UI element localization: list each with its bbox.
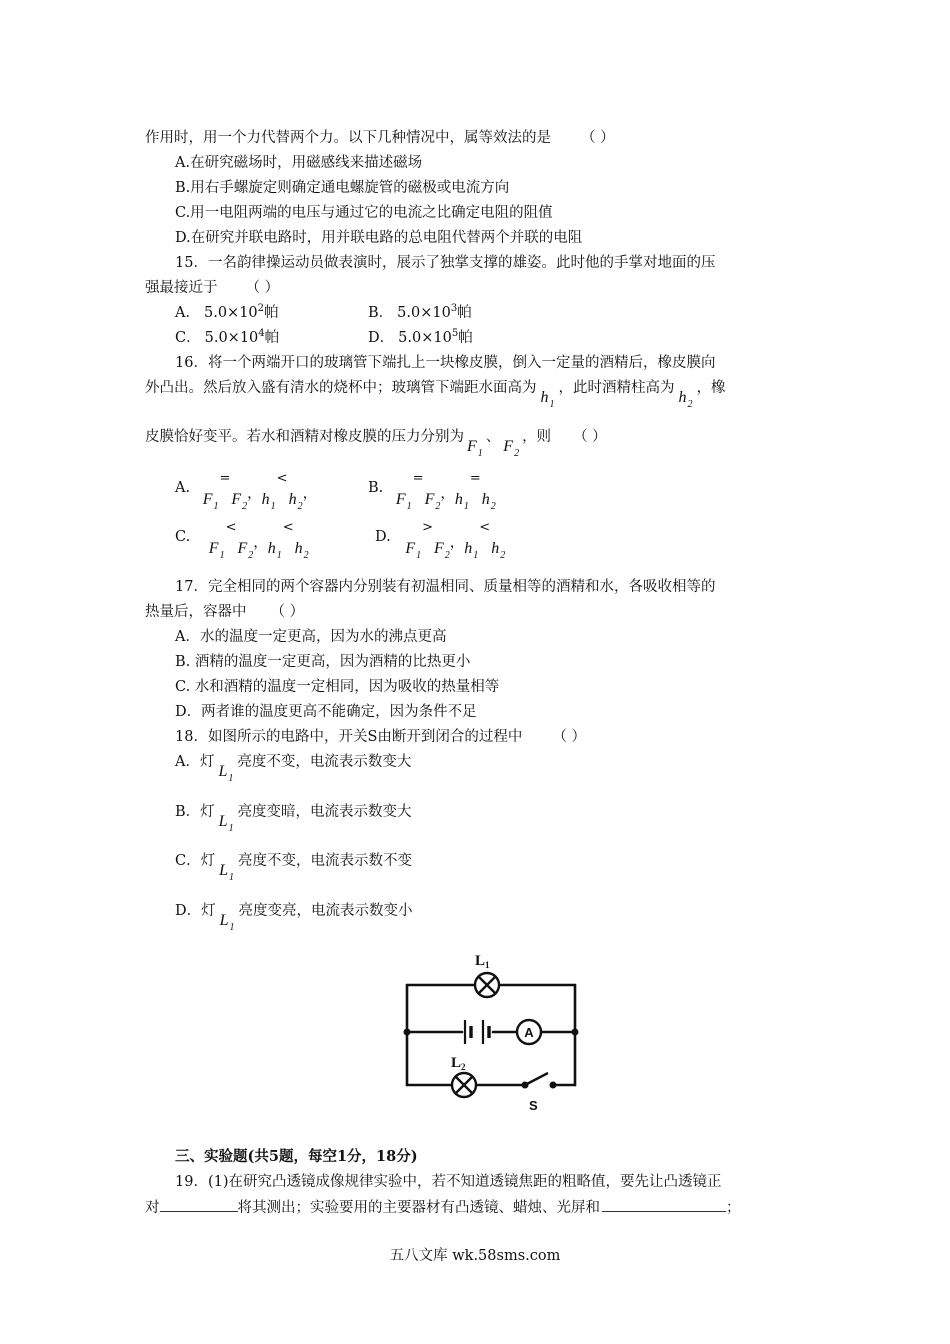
lamp-l2-icon <box>452 1073 476 1097</box>
q16-stem-2: 外凸出。然后放入盛有清水的烧杯中；玻璃管下端距水面高为$h_1$，此时酒精柱高为$h_2$，橡 <box>145 380 726 410</box>
q14-option-b: B.用右手螺旋定则确定通电螺旋管的磁极或电流方向 <box>175 180 510 196</box>
q16-stem-3: 皮膜恰好变平。若水和酒精对橡皮膜的压力分别为$F_1$、$F_2$，则 （ ） <box>145 429 607 459</box>
q16-stem: 16．将一个两端开口的玻璃管下端扎上一块橡皮膜，倒入一定量的酒精后，橡皮膜向 <box>175 355 716 371</box>
switch-icon <box>522 1073 556 1088</box>
q19-line-2: 对 将其测出；实验要用的主要器材有凸透镜、蜡烛、光屏和 ； <box>145 1197 741 1218</box>
q19-blank-2[interactable] <box>602 1197 726 1212</box>
q16-option-c: C. $F_1<F_2$，$h_1<h_2$ <box>175 520 309 561</box>
section-3-title: 三、实验题(共5题，每空1分，18分) <box>175 1148 418 1165</box>
page-footer: 五八文库 wk.58sms.com <box>389 1248 561 1264</box>
q19-blank-1[interactable] <box>160 1197 238 1212</box>
q17-stem: 17．完全相同的两个容器内分别装有初温相同、质量相等的酒精和水，各吸收相等的 <box>175 579 716 595</box>
q18-option-b: B．灯$L_1$亮度变暗，电流表示数变大 <box>175 804 412 834</box>
q17-option-a: A．水的温度一定更高，因为水的沸点更高 <box>175 629 447 645</box>
q17-stem-2: 热量后，容器中 （ ） <box>145 604 305 620</box>
q15-option-d: D． $5.0\times 10^5$帕 <box>368 328 473 346</box>
q18-option-c: C．灯$L_1$亮度不变，电流表示数不变 <box>175 853 413 883</box>
q14-intro: 作用时，用一个力代替两个力。以下几种情况中，属等效法的是 （ ） <box>145 130 615 146</box>
switch-label: S <box>529 1098 538 1113</box>
ammeter-label: A <box>524 1025 534 1040</box>
circuit-diagram <box>395 945 590 1115</box>
lamp-l1-label: $L_1$ <box>475 953 490 970</box>
q17-option-c: C. 水和酒精的温度一定相同，因为吸收的热量相等 <box>175 679 500 695</box>
battery-icon <box>465 1020 489 1044</box>
q15-option-b: B． $5.0\times 10^3$帕 <box>368 303 472 321</box>
lamp-l1-icon <box>475 973 499 997</box>
q19-line-1: 19．(1)在研究凸透镜成像规律实验中，若不知道透镜焦距的粗略值，要先让凸透镜正 <box>175 1174 722 1190</box>
q14-option-c: C.用一电阻两端的电压与通过它的电流之比确定电阻的阻值 <box>175 205 553 221</box>
q15-option-c: C． $5.0\times 10^4$帕 <box>175 328 280 346</box>
q17-option-d: D．两者谁的温度更高不能确定，因为条件不足 <box>175 704 477 720</box>
q16-option-a: A. $F_1=F_2$，$h_1<h_2$， <box>175 471 318 512</box>
q18-option-d: D．灯$L_1$亮度变亮，电流表示数变小 <box>175 903 413 933</box>
q17-option-b: B. 酒精的温度一定更高，因为酒精的比热更小 <box>175 654 471 670</box>
q15-stem: 15．一名韵律操运动员做表演时，展示了独掌支撑的雄姿。此时他的手掌对地面的压 <box>175 255 716 271</box>
q18-option-a: A．灯$L_1$亮度不变，电流表示数变大 <box>175 754 412 784</box>
lamp-l2-label: $L_2$ <box>451 1055 466 1072</box>
q14-option-d: D.在研究并联电路时，用并联电路的总电阻代替两个并联的电阻 <box>175 230 583 246</box>
q18-stem: 18．如图所示的电路中，开关S由断开到闭合的过程中 （ ） <box>175 729 586 745</box>
q16-option-d: D. $F_1>F_2$，$h_1<h_2$ <box>375 520 506 561</box>
q14-option-a: A.在研究磁场时，用磁感线来描述磁场 <box>175 155 423 171</box>
q16-option-b: B. $F_1=F_2$，$h_1=h_2$ <box>368 471 496 512</box>
q15-option-a: A． $5.0\times 10^2$帕 <box>175 303 279 321</box>
q15-stem-2: 强最接近于 （ ） <box>145 280 280 296</box>
